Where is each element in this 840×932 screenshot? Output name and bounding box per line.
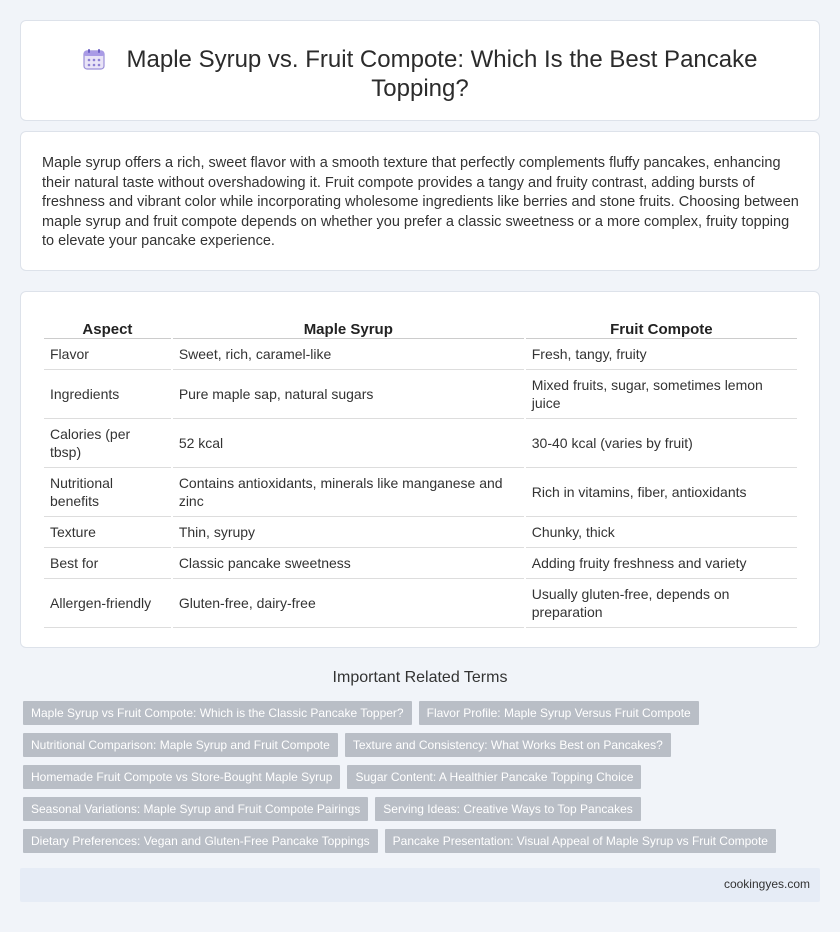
related-term-tag[interactable]: Seasonal Variations: Maple Syrup and Fruit Compote Pairings — [23, 797, 368, 821]
aspect-cell: Ingredients — [44, 370, 171, 419]
compote-cell: Mixed fruits, sugar, sometimes lemon juice — [526, 370, 797, 419]
comparison-table — [42, 316, 799, 628]
page-title: Maple Syrup vs. Fruit Compote: Which Is the Best Pancake Topping? — [126, 46, 758, 102]
related-term-tag[interactable]: Sugar Content: A Healthier Pancake Topping Choice — [347, 765, 641, 789]
compote-cell: 30-40 kcal (varies by fruit) — [526, 419, 797, 468]
header-aspect: Aspect — [44, 316, 171, 339]
related-term-tag[interactable]: Maple Syrup vs Fruit Compote: Which is the Classic Pancake Topper? — [23, 701, 412, 725]
aspect-cell: Nutritional benefits — [44, 468, 171, 517]
compote-cell: Adding fruity freshness and variety — [526, 548, 797, 579]
table-row — [44, 517, 797, 548]
table-row — [44, 548, 797, 579]
footer-bar — [20, 868, 820, 902]
compote-cell: Fresh, tangy, fruity — [526, 339, 797, 370]
table-row — [44, 419, 797, 468]
compote-cell: Chunky, thick — [526, 517, 797, 548]
maple-cell: Sweet, rich, caramel-like — [173, 339, 524, 370]
table-row — [44, 339, 797, 370]
related-term-tag[interactable]: Flavor Profile: Maple Syrup Versus Fruit Compote — [419, 701, 699, 725]
table-row — [44, 468, 797, 517]
table-row — [44, 579, 797, 628]
related-term-tag[interactable]: Pancake Presentation: Visual Appeal of Maple Syrup vs Fruit Compote — [385, 829, 776, 853]
aspect-cell: Flavor — [44, 339, 171, 370]
aspect-cell: Best for — [44, 548, 171, 579]
calendar-icon — [83, 48, 105, 70]
aspect-cell: Texture — [44, 517, 171, 548]
related-term-tag[interactable]: Dietary Preferences: Vegan and Gluten-Free Pancake Toppings — [23, 829, 378, 853]
maple-cell: Classic pancake sweetness — [173, 548, 524, 579]
compote-cell: Usually gluten-free, depends on preparation — [526, 579, 797, 628]
maple-cell: Contains antioxidants, minerals like manganese and zinc — [173, 468, 524, 517]
header-fruit-compote: Fruit Compote — [526, 316, 797, 339]
maple-cell: 52 kcal — [173, 419, 524, 468]
related-terms-list — [23, 701, 813, 861]
intro-card — [20, 131, 820, 271]
comparison-table-card — [20, 291, 820, 648]
compote-cell: Rich in vitamins, fiber, antioxidants — [526, 468, 797, 517]
intro-paragraph: Maple syrup offers a rich, sweet flavor with a smooth texture that perfectly complements fluffy pancakes, enhancing their natural taste without overshadowing it. Fruit compote provides a tangy and fruity contrast, adding bursts of freshness and vibrant color while incorporating wholesome ingredients like berries and stone fruits. Choosing between maple syrup and fruit compote depends on whether you prefer a classic sweetness or a more complex, fruity topping to elevate your pancake experience. — [42, 155, 799, 250]
page-title-row — [21, 45, 819, 103]
header-maple-syrup: Maple Syrup — [173, 316, 524, 339]
maple-cell: Thin, syrupy — [173, 517, 524, 548]
aspect-cell: Calories (per tbsp) — [44, 419, 171, 468]
related-term-tag[interactable]: Texture and Consistency: What Works Best on Pancakes? — [345, 733, 671, 757]
related-terms-title: Important Related Terms — [332, 669, 508, 686]
related-term-tag[interactable]: Serving Ideas: Creative Ways to Top Pancakes — [375, 797, 640, 821]
title-card — [20, 20, 820, 121]
related-term-tag[interactable]: Nutritional Comparison: Maple Syrup and Fruit Compote — [23, 733, 338, 757]
related-term-tag[interactable]: Homemade Fruit Compote vs Store-Bought Maple Syrup — [23, 765, 340, 789]
maple-cell: Pure maple sap, natural sugars — [173, 370, 524, 419]
maple-cell: Gluten-free, dairy-free — [173, 579, 524, 628]
aspect-cell: Allergen-friendly — [44, 579, 171, 628]
footer-site-name[interactable]: cookingyes.com — [723, 877, 810, 891]
table-row — [44, 370, 797, 419]
table-header-row — [44, 316, 797, 339]
